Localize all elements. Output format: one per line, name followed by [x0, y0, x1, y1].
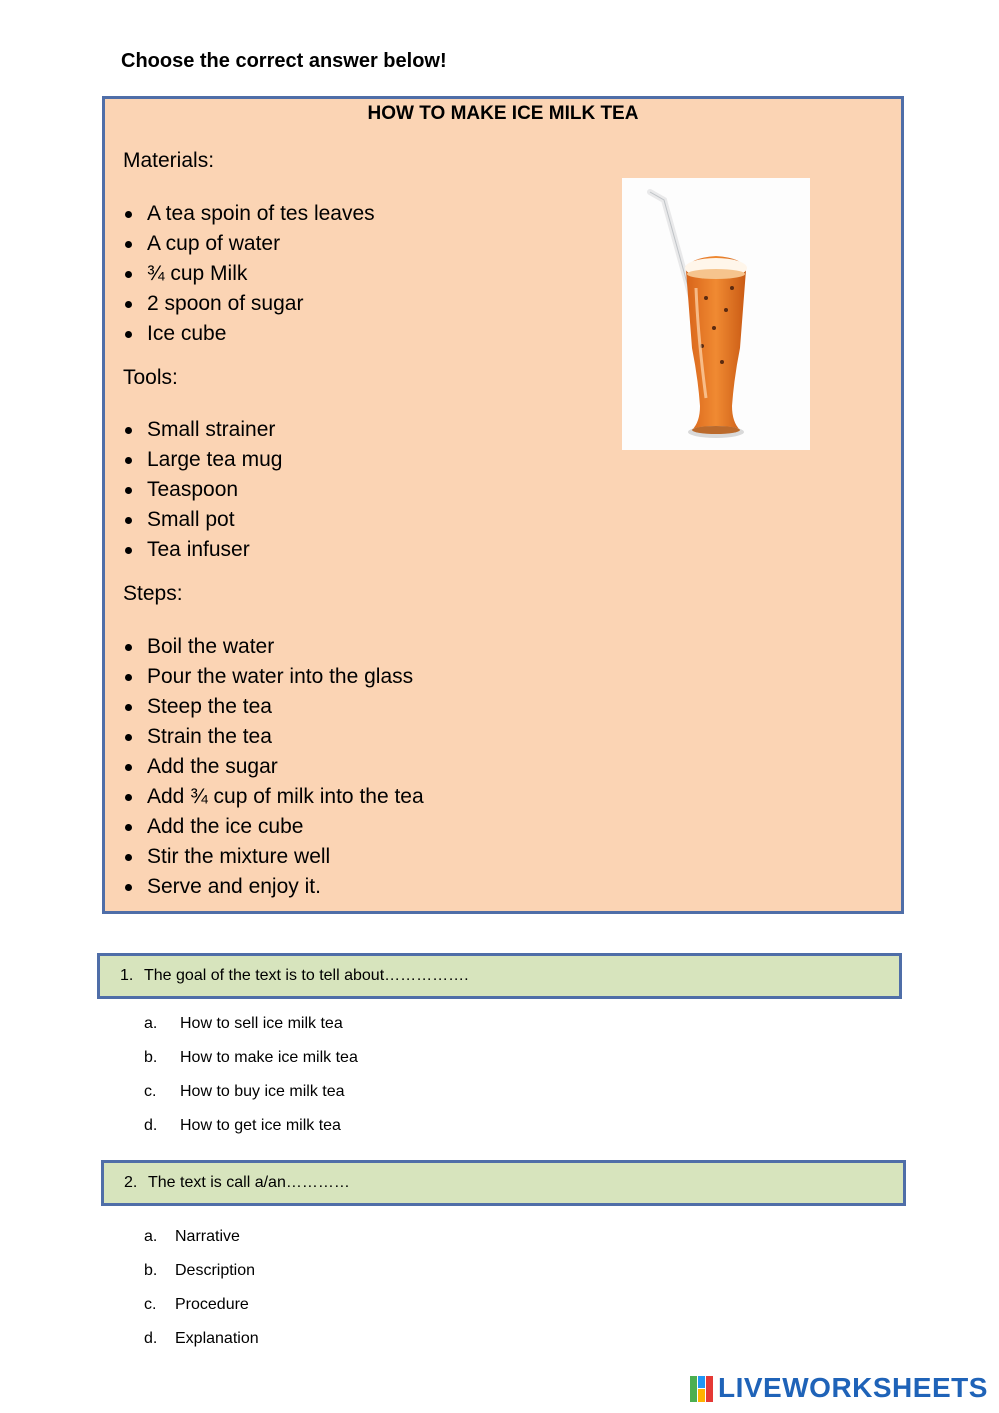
steps-list — [123, 632, 424, 902]
option-text: Narrative — [175, 1228, 240, 1245]
recipe-title: HOW TO MAKE ICE MILK TEA — [367, 103, 639, 124]
logo-mark-icon — [690, 1376, 714, 1402]
list-item: Boil the water — [123, 632, 424, 662]
list-item: Add the ice cube — [123, 812, 424, 842]
option-text: How to sell ice milk tea — [180, 1015, 343, 1032]
list-item: A cup of water — [123, 229, 375, 259]
list-item: Large tea mug — [123, 445, 282, 475]
logo-wordmark: LIVEWORKSHEETS — [718, 1372, 988, 1403]
list-item: Strain the tea — [123, 722, 424, 752]
list-item: Pour the water into the glass — [123, 662, 424, 692]
question-1-options — [144, 1007, 544, 1143]
list-item: 2 spoon of sugar — [123, 289, 375, 319]
list-item: Add the sugar — [123, 752, 424, 782]
option-text: How to buy ice milk tea — [180, 1083, 345, 1100]
tools-list — [123, 415, 282, 565]
option-a[interactable] — [144, 1220, 544, 1254]
question-text: The text is call a/an………… — [148, 1174, 350, 1191]
option-letter: a. — [144, 1228, 158, 1245]
option-text: Explanation — [175, 1330, 259, 1347]
option-letter: a. — [144, 1015, 158, 1032]
ice-milk-tea-image — [622, 178, 810, 450]
option-b[interactable] — [144, 1041, 544, 1075]
list-item: Ice cube — [123, 319, 375, 349]
option-text: How to make ice milk tea — [180, 1049, 358, 1066]
list-item: A tea spoin of tes leaves — [123, 199, 375, 229]
option-letter: d. — [144, 1117, 158, 1134]
question-2-box — [101, 1160, 906, 1206]
option-letter: b. — [144, 1049, 158, 1066]
option-text: Procedure — [175, 1296, 249, 1313]
materials-label: Materials: — [123, 149, 215, 172]
list-item: Serve and enjoy it. — [123, 872, 424, 902]
list-item: Add ¾ cup of milk into the tea — [123, 782, 424, 812]
question-number: 2. — [124, 1174, 138, 1191]
tools-label: Tools: — [123, 366, 178, 389]
option-d[interactable] — [144, 1109, 544, 1143]
question-1-box — [97, 953, 902, 999]
option-c[interactable] — [144, 1075, 544, 1109]
question-2-options — [144, 1220, 544, 1356]
option-b[interactable] — [144, 1254, 544, 1288]
option-text: How to get ice milk tea — [180, 1117, 341, 1134]
materials-list — [123, 199, 375, 349]
option-text: Description — [175, 1262, 256, 1279]
list-item: Small pot — [123, 505, 282, 535]
list-item: Small strainer — [123, 415, 282, 445]
list-item: Teaspoon — [123, 475, 282, 505]
option-letter: b. — [144, 1262, 158, 1279]
list-item: ¾ cup Milk — [123, 259, 375, 289]
option-d[interactable] — [144, 1322, 544, 1356]
option-a[interactable] — [144, 1007, 544, 1041]
recipe-box — [102, 96, 904, 914]
list-item: Tea infuser — [123, 535, 282, 565]
instruction-heading: Choose the correct answer below! — [121, 50, 447, 72]
question-number: 1. — [120, 967, 134, 984]
list-item: Steep the tea — [123, 692, 424, 722]
list-item: Stir the mixture well — [123, 842, 424, 872]
option-c[interactable] — [144, 1288, 544, 1322]
question-text: The goal of the text is to tell about……………. — [144, 967, 469, 984]
steps-label: Steps: — [123, 582, 183, 605]
option-letter: c. — [144, 1083, 157, 1100]
option-letter: d. — [144, 1330, 158, 1347]
option-letter: c. — [144, 1296, 157, 1313]
